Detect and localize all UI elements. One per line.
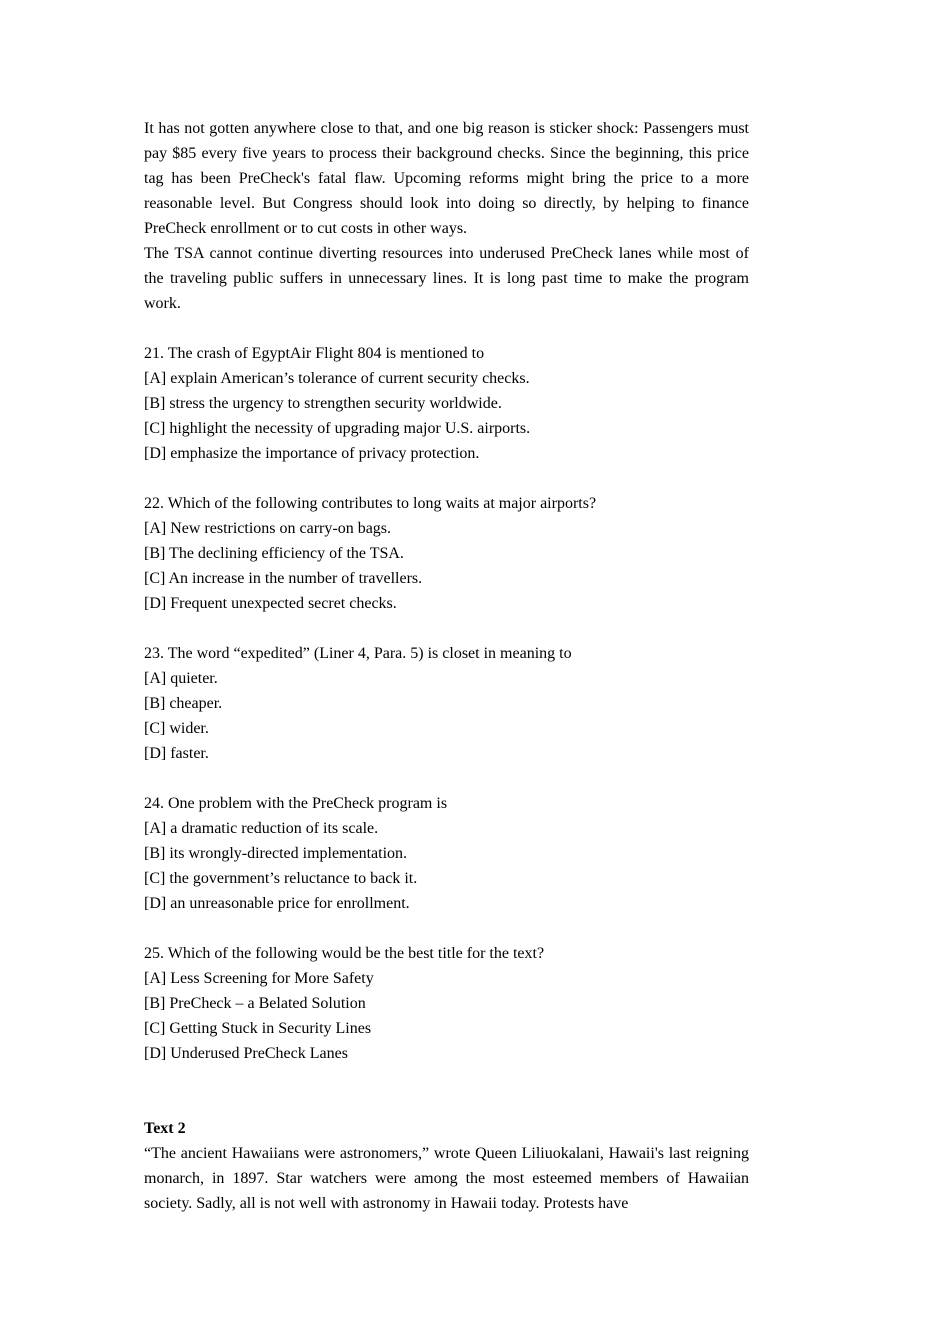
document-page: [144, 116, 749, 1216]
option-b: [B] its wrongly-directed implementation.: [144, 845, 408, 862]
passage-paragraph-2: The TSA cannot continue diverting resources into underused PreCheck lanes while most of the traveling public suffers in unnecessary lines. It is long past time to make the program work.: [144, 245, 749, 312]
option-c: [C] wider.: [144, 720, 209, 737]
text2-paragraph: “The ancient Hawaiians were astronomers,” wrote Queen Liliuokalani, Hawaii's last reigning monarch, in 1897. Star watchers were among the most esteemed members of Hawaiian society. Sadly, all is not well with astronomy in Hawaii today. Protests have: [144, 1145, 749, 1212]
question-22: [144, 491, 749, 616]
option-d: [D] faster.: [144, 745, 209, 762]
option-a: [A] New restrictions on carry-on bags.: [144, 520, 392, 537]
option-c: [C] highlight the necessity of upgrading major U.S. airports.: [144, 420, 531, 437]
option-c: [C] Getting Stuck in Security Lines: [144, 1020, 372, 1037]
question-24: [144, 791, 749, 916]
option-a: [A] Less Screening for More Safety: [144, 970, 374, 987]
question-stem: 22. Which of the following contributes to long waits at major airports?: [144, 495, 597, 512]
option-d: [D] emphasize the importance of privacy protection.: [144, 445, 480, 462]
section-spacer: [144, 1066, 749, 1091]
question-stem: 24. One problem with the PreCheck program is: [144, 795, 448, 812]
option-a: [A] a dramatic reduction of its scale.: [144, 820, 379, 837]
option-a: [A] quieter.: [144, 670, 218, 687]
option-b: [B] The declining efficiency of the TSA.: [144, 545, 404, 562]
question-23: [144, 641, 749, 766]
option-c: [C] the government’s reluctance to back it.: [144, 870, 418, 887]
option-a: [A] explain American’s tolerance of current security checks.: [144, 370, 530, 387]
question-stem: 23. The word “expedited” (Liner 4, Para. 5) is closet in meaning to: [144, 645, 572, 662]
option-b: [B] stress the urgency to strengthen security worldwide.: [144, 395, 502, 412]
option-c: [C] An increase in the number of travellers.: [144, 570, 423, 587]
question-stem: 21. The crash of EgyptAir Flight 804 is mentioned to: [144, 345, 485, 362]
passage-paragraph-1: It has not gotten anywhere close to that, and one big reason is sticker shock: Passengers must pay $85 every five years to process their background checks. Since the beginning, this price tag has been PreCheck's fatal flaw. Upcoming reforms might bring the price to a more reasonable level. But Congress should look into doing so directly, by helping to finance PreCheck enrollment or to cut costs in other ways.: [144, 120, 749, 237]
question-stem: 25. Which of the following would be the best title for the text?: [144, 945, 545, 962]
option-d: [D] Underused PreCheck Lanes: [144, 1045, 348, 1062]
question-25: [144, 941, 749, 1066]
option-d: [D] Frequent unexpected secret checks.: [144, 595, 397, 612]
question-21: [144, 341, 749, 466]
option-d: [D] an unreasonable price for enrollment.: [144, 895, 410, 912]
text2-title: Text 2: [144, 1120, 186, 1137]
option-b: [B] cheaper.: [144, 695, 223, 712]
option-b: [B] PreCheck – a Belated Solution: [144, 995, 366, 1012]
